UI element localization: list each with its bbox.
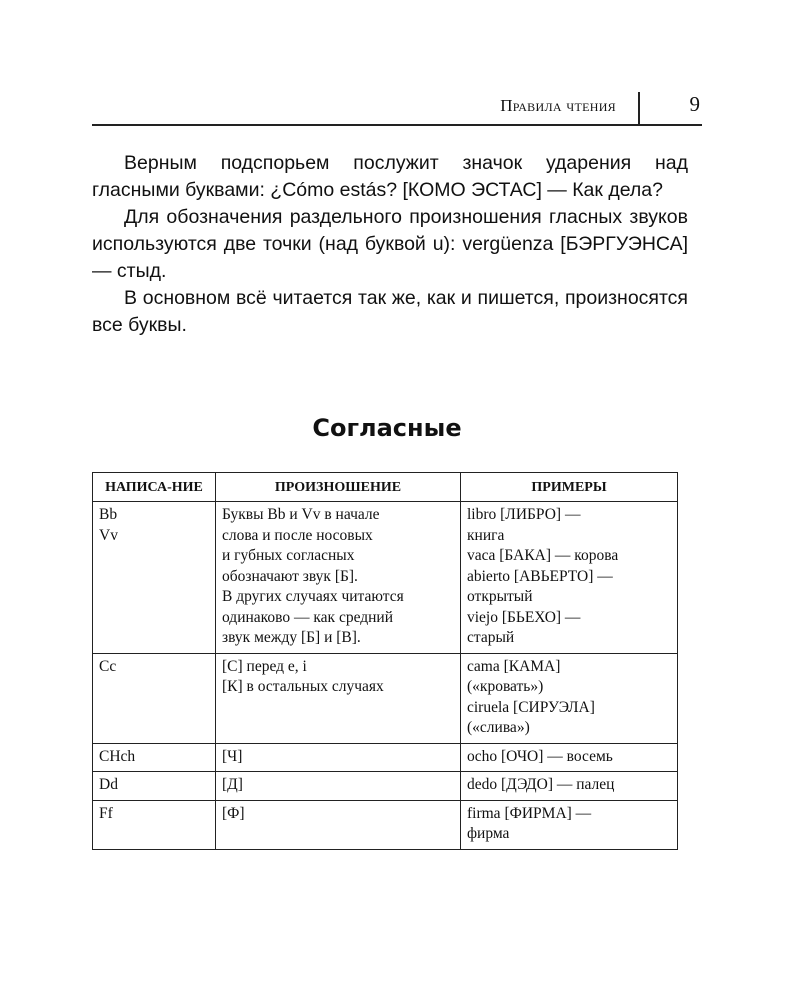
table-row <box>93 502 678 654</box>
cell-examples <box>461 800 678 849</box>
example-line: firma [ФИРМА] — <box>467 804 592 822</box>
example-line: («кровать») <box>467 678 544 695</box>
section-title: Согласные <box>312 414 462 442</box>
header-pronunciation: ПРОИЗНОШЕНИЕ <box>216 473 461 502</box>
pronunciation-line: [Ч] <box>222 747 243 765</box>
example-line: viejo [БЬЕХО] — <box>467 608 581 626</box>
cell-letters <box>93 743 216 772</box>
example-line: vaca [БАКА] — корова <box>467 547 619 564</box>
example-line: («слива») <box>467 719 530 736</box>
example-line: старый <box>467 629 515 646</box>
letter-line: Dd <box>99 776 118 793</box>
example-line: книга <box>467 526 505 544</box>
table-row <box>93 653 678 743</box>
table-row <box>93 743 678 772</box>
example-line: ocho [ОЧО] — восемь <box>467 747 613 765</box>
table-row <box>93 800 678 849</box>
header-spelling: НАПИСА-НИЕ <box>93 473 216 502</box>
pronunciation-line: [Ф] <box>222 804 245 822</box>
letter-line: CHch <box>99 747 136 765</box>
cell-examples <box>461 653 678 743</box>
paragraph-diaeresis: Для обозначения раздельного произношения гласных звуков используются две точки (над буквой u): vergüenza [БЭРГУЭНСА] — стыд. <box>92 206 688 282</box>
cell-pronunciation <box>216 653 461 743</box>
cell-pronunciation <box>216 502 461 654</box>
example-line: ciruela [СИРУЭЛА] <box>467 698 595 716</box>
cell-letters <box>93 772 216 801</box>
pronunciation-line: Буквы Bb и Vv в начале <box>222 506 380 523</box>
pronunciation-line: слова и после носовых <box>222 526 373 544</box>
pronunciation-line: [С] перед e, i <box>222 657 307 675</box>
example-line: dedo [ДЭДО] — палец <box>467 776 615 793</box>
letter-line: Ff <box>99 804 113 822</box>
intro-text <box>92 150 688 339</box>
pronunciation-line: [Д] <box>222 776 243 793</box>
pronunciation-line: В других случаях читаются <box>222 588 404 605</box>
consonants-table <box>92 472 678 850</box>
cell-pronunciation <box>216 800 461 849</box>
page-number: 9 <box>689 92 700 116</box>
header-divider <box>638 92 640 124</box>
example-line: фирма <box>467 825 510 842</box>
cell-examples <box>461 772 678 801</box>
pronunciation-line: обозначают звук [Б]. <box>222 567 358 585</box>
pronunciation-line: [К] в остальных случаях <box>222 678 384 695</box>
cell-pronunciation <box>216 743 461 772</box>
example-line: cama [КАМА] <box>467 657 561 675</box>
header-examples: ПРИМЕРЫ <box>461 473 678 502</box>
cell-examples <box>461 743 678 772</box>
paragraph-reading-rule: В основном всё читается так же, как и пишется, произносятся все буквы. <box>92 287 688 336</box>
letter-line: Vv <box>99 526 118 544</box>
cell-letters <box>93 800 216 849</box>
example-line: libro [ЛИБРО] — <box>467 506 581 523</box>
cell-letters <box>93 653 216 743</box>
example-line: открытый <box>467 588 533 605</box>
letter-line: Cc <box>99 657 117 675</box>
table-row <box>93 772 678 801</box>
example-line: abierto [АВЬЕРТО] — <box>467 567 613 585</box>
pronunciation-line: звук между [Б] и [В]. <box>222 629 361 646</box>
paragraph-stress-mark: Верным подспорьем послужит значок ударения над гласными буквами: ¿Cómo estás? [КОМО ЭСТАС] — Как дела? <box>92 152 688 201</box>
cell-letters <box>93 502 216 654</box>
pronunciation-line: и губных согласных <box>222 547 355 564</box>
letter-line: Bb <box>99 506 118 523</box>
pronunciation-line: одинаково — как средний <box>222 608 394 626</box>
running-header-title: Правила чтения <box>500 96 616 115</box>
cell-pronunciation <box>216 772 461 801</box>
cell-examples <box>461 502 678 654</box>
table-header-row <box>93 473 678 502</box>
running-header <box>92 88 702 126</box>
